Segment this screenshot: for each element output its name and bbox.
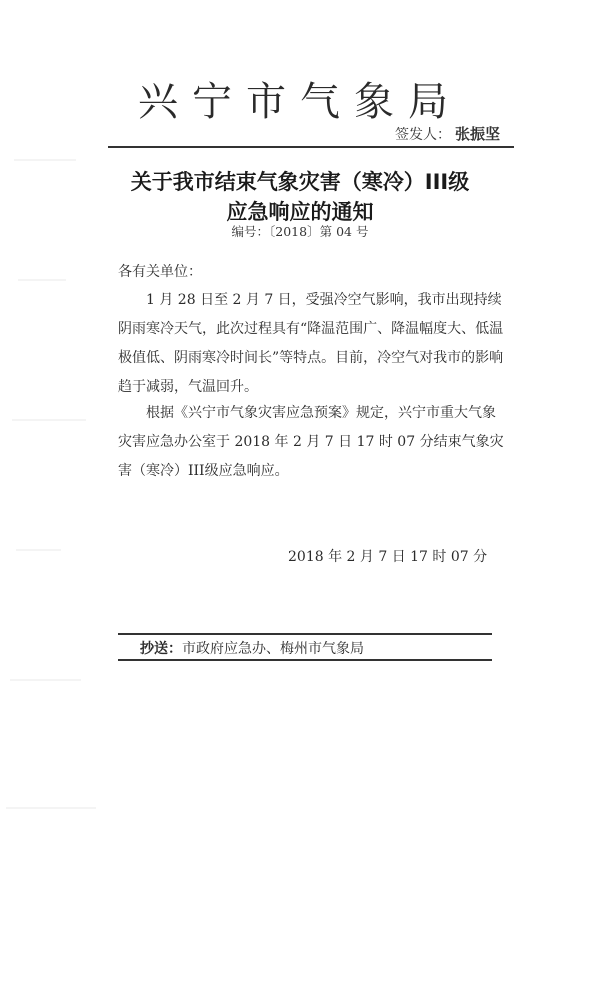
- cc-label: 抄送：: [140, 641, 182, 657]
- issuer-name: 张振坚: [454, 125, 500, 143]
- cc-recipients: 市政府应急办、梅州市气象局: [182, 641, 364, 657]
- cc-line: [140, 638, 364, 658]
- document-title-line-1: 关于我市结束气象灾害（寒冷）III级: [130, 170, 470, 194]
- body-paragraph-2: 根据《兴宁市气象灾害应急预案》规定，兴宁市重大气象灾害应急办公室于 2018 年 2 月 7 日 17 时 07 分结束气象灾害（寒冷）III级应急响应。: [118, 405, 504, 479]
- salutation: 各有关单位：: [118, 264, 202, 280]
- document-title-line-2: 应急响应的通知: [226, 200, 374, 224]
- issue-date: 2018 年 2 月 7 日 17 时 07 分: [288, 549, 488, 565]
- header-divider: [108, 146, 514, 148]
- issuer-line: [395, 123, 500, 144]
- issuer-label: 签发人：: [394, 127, 451, 143]
- cc-divider-top: [118, 633, 492, 635]
- cc-divider-bottom: [118, 659, 492, 661]
- document-number: 编号：〔2018〕第 04 号: [231, 224, 369, 239]
- agency-header: 兴宁市气象局: [138, 79, 462, 125]
- body-paragraph-1: 1 月 28 日至 2 月 7 日，受强冷空气影响，我市出现持续阴雨寒冷天气，此次过程具有“降温范围广、降温幅度大、低温极值低、阴雨寒冷时间长”等特点。目前，冷空气对我市的影响趋于减弱，气温回升。: [118, 292, 504, 395]
